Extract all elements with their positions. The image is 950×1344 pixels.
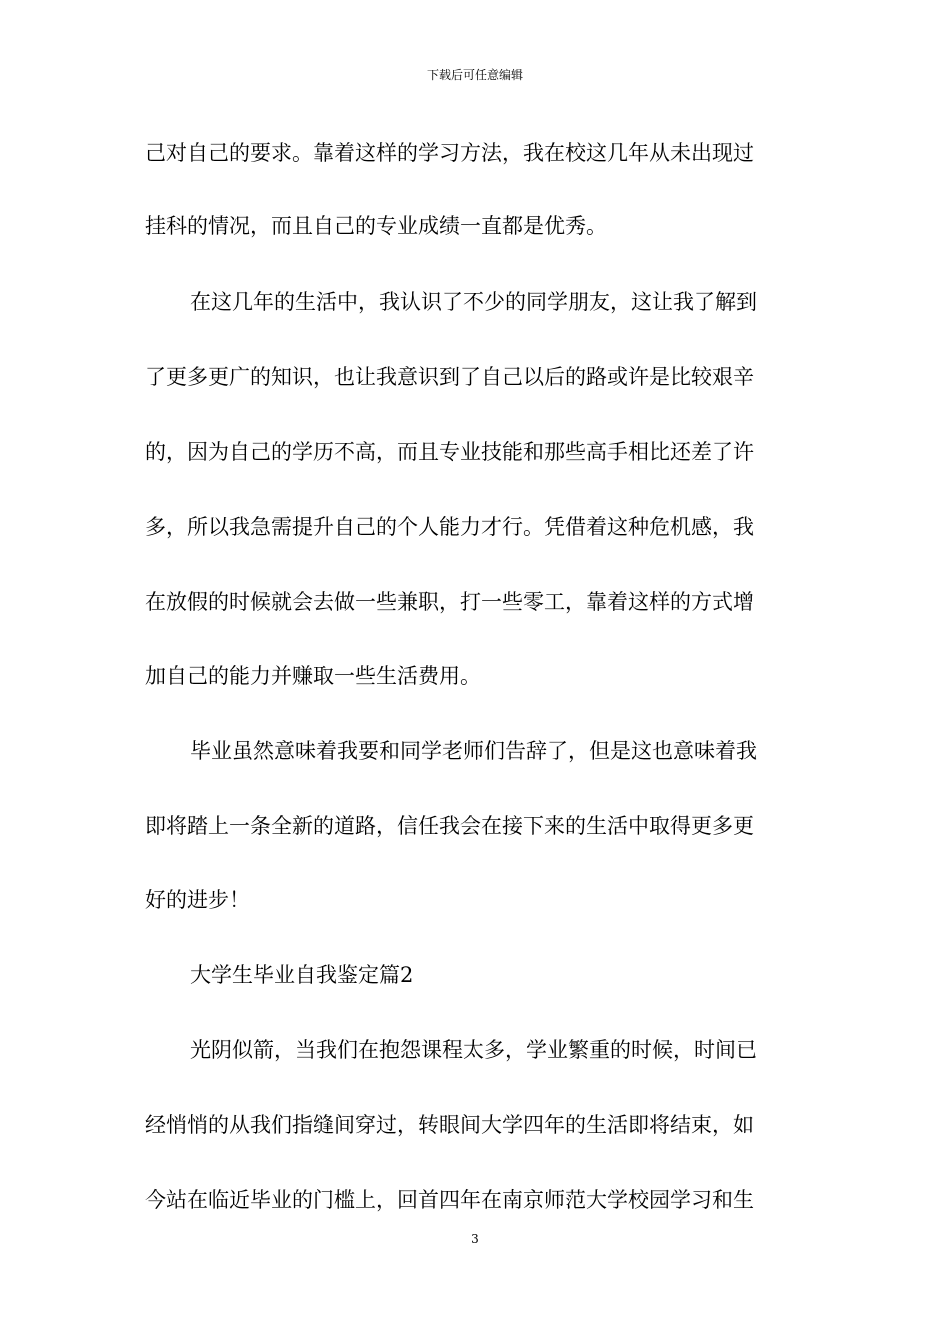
body-line: 今站在临近毕业的门槛上，回首四年在南京师范大学校园学习和生 bbox=[145, 1188, 754, 1212]
body-line: 加自己的能力并赚取一些生活费用。 bbox=[145, 664, 481, 688]
body-line: 经悄悄的从我们指缝间穿过，转眼间大学四年的生活即将结束，如 bbox=[145, 1113, 754, 1137]
body-line: 毕业虽然意味着我要和同学老师们告辞了，但是这也意味着我 bbox=[190, 739, 757, 763]
section-heading: 大学生毕业自我鉴定篇2 bbox=[190, 963, 414, 987]
body-line: 好的进步！ bbox=[145, 888, 250, 912]
body-line: 了更多更广的知识，也让我意识到了自己以后的路或许是比较艰辛 bbox=[145, 365, 754, 389]
page-number: 3 bbox=[471, 1232, 479, 1246]
body-line: 多，所以我急需提升自己的个人能力才行。凭借着这种危机感，我 bbox=[145, 515, 754, 539]
body-line: 挂科的情况，而且自己的专业成绩一直都是优秀。 bbox=[145, 214, 607, 238]
page-header: 下载后可任意编辑 bbox=[426, 68, 523, 82]
body-line: 光阴似箭，当我们在抱怨课程太多，学业繁重的时候，时间已 bbox=[190, 1038, 757, 1062]
body-line: 即将踏上一条全新的道路，信任我会在接下来的生活中取得更多更 bbox=[145, 814, 754, 838]
body-line: 在放假的时候就会去做一些兼职，打一些零工，靠着这样的方式增 bbox=[145, 590, 754, 614]
body-line: 的，因为自己的学历不高，而且专业技能和那些高手相比还差了许 bbox=[145, 440, 754, 464]
body-line: 己对自己的要求。靠着这样的学习方法，我在校这几年从未出现过 bbox=[145, 141, 754, 165]
body-line: 在这几年的生活中，我认识了不少的同学朋友，这让我了解到 bbox=[190, 290, 757, 314]
